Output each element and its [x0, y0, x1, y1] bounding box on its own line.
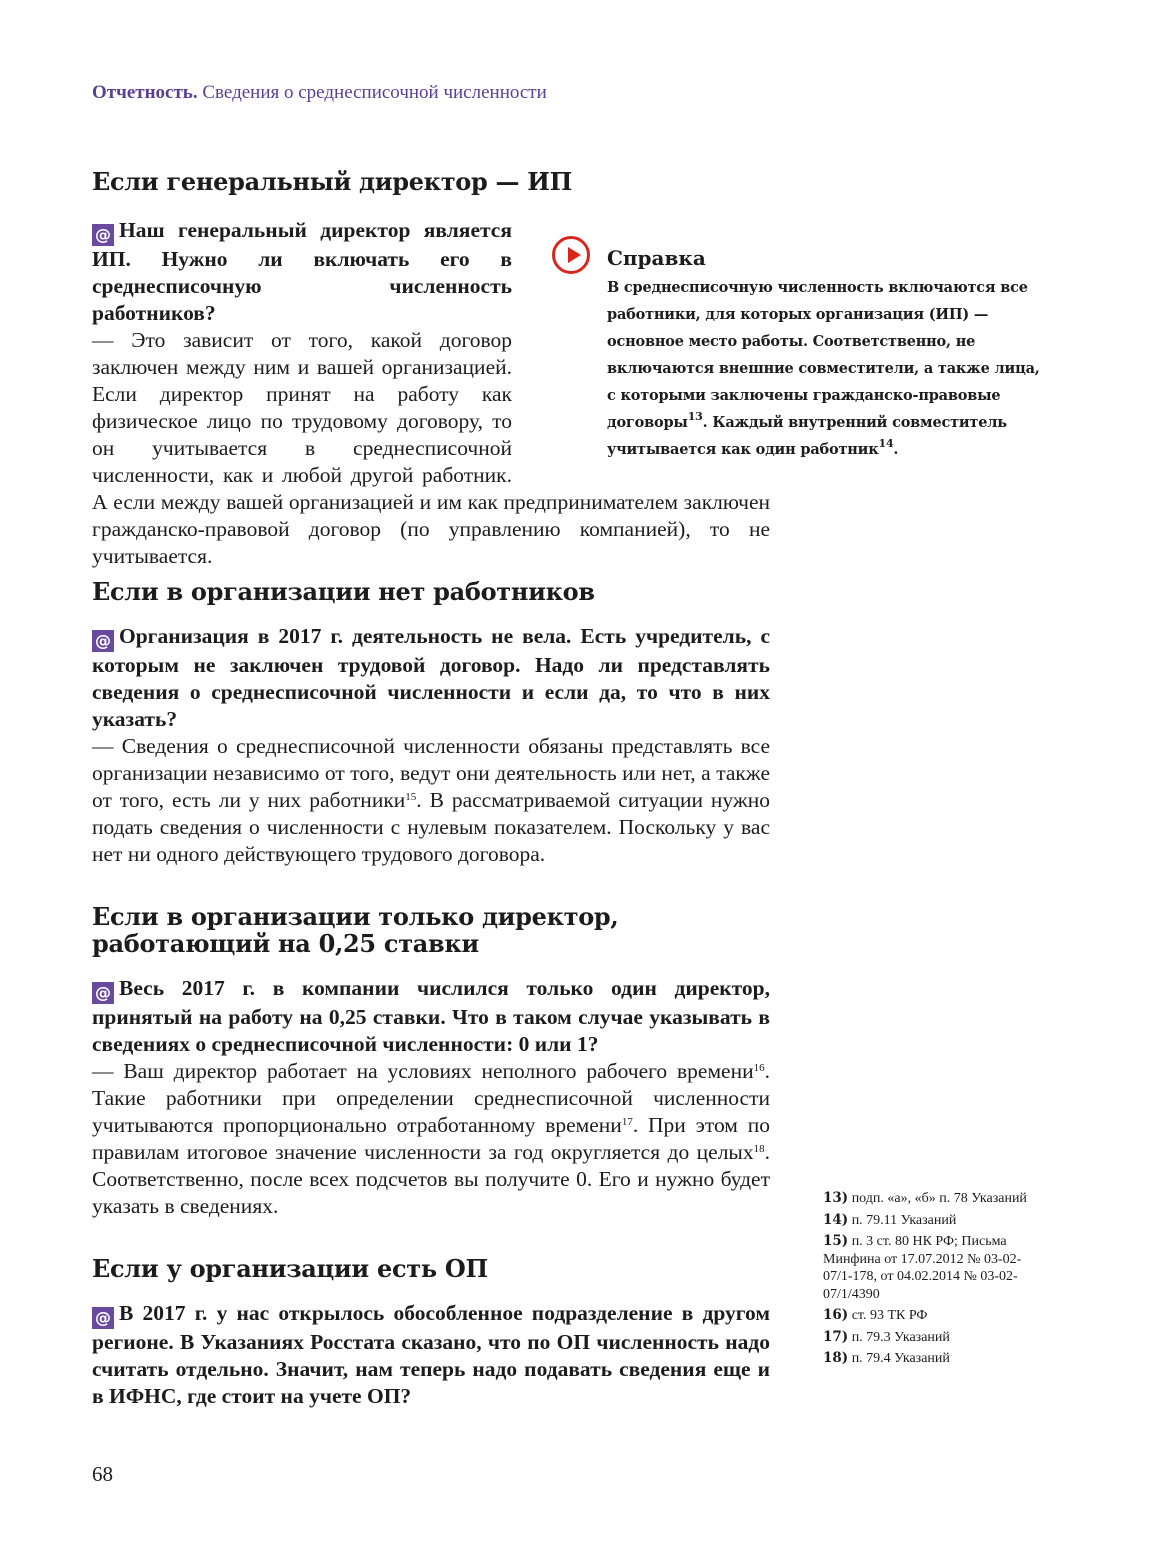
- footnote: 13) подп. «а», «б» п. 78 Указаний: [823, 1190, 1027, 1206]
- at-icon: @: [92, 1307, 114, 1329]
- question: @ В 2017 г. у нас открылось обособленное подразделение в другом регионе. В Указаниях Росстата сказано, что по ОП численность надо считать отдельно. Значит, нам теперь надо подавать сведения еще и в ИФНС, где стоит на учете ОП?: [92, 1301, 770, 1408]
- at-icon: @: [92, 224, 114, 246]
- footnote: 16) ст. 93 ТК РФ: [823, 1307, 928, 1323]
- section-director-025: [92, 903, 770, 1220]
- running-head-section: Отчетность.: [92, 82, 198, 103]
- question: @ Наш генеральный директор является ИП. Нужно ли включать его в среднесписочную численность работников?: [92, 218, 512, 325]
- play-icon: [552, 236, 590, 274]
- at-icon: @: [92, 630, 114, 652]
- section-heading: Если у организации есть ОП: [92, 1254, 488, 1283]
- answer: — Ваш директор работает на условиях неполного рабочего времени$^{16}$. Такие работники при определении среднесписочной численности учитываются пропорционально отработанному времени$^{17}$. При этом по правилам итоговое значение численности за год округляется до целых$^{18}$. Соответственно, после всех подсчетов вы получите 0. Его и нужно будет указать в сведениях.: [92, 1059, 770, 1218]
- note-text: В среднесписочную численность включаются все работники, для которых организация (ИП) — основное место работы. Соответственно, не включаются внешние совместители, а также лица, с которыми заключены гражданско-правовые договоры$^{13}$. Каждый внутренний совместитель учитывается как один работник$^{14}$.: [607, 279, 1040, 458]
- at-icon: @: [92, 982, 114, 1004]
- note-title: Справка: [607, 246, 706, 270]
- footnote: 17) п. 79.3 Указаний: [823, 1328, 950, 1345]
- answer: — Сведения о среднесписочной численности обязаны представлять все организации независимо от того, ведут они деятельность или нет, а также от того, есть ли у них работники$^{15}$. В рассматриваемой ситуации нужно подать сведения о численности с нулевым показателем. Поскольку у вас нет ни одного действующего трудового договора.: [92, 734, 770, 866]
- footnote: 14) п. 79.11 Указаний: [823, 1211, 957, 1228]
- answer: — Это зависит от того, какой договор заключен между ним и вашей организацией. Если директор принят на работу как физическое лицо по трудовому договору, то он учитывается в среднесписочной численности, как и любой другой работник. А если между вашей организацией и им как предпринимателем заключен гражданско-правовой договор (по управлению компанией), то не учитывается.: [92, 328, 770, 568]
- footnotes: [823, 1190, 1033, 1372]
- section-separate-division: [92, 1255, 770, 1410]
- page-number: 68: [92, 1462, 113, 1486]
- running-head-title: Сведения о среднесписочной численности: [202, 82, 547, 103]
- question: @ Весь 2017 г. в компании числился только один директор, принятый на работу на 0,25 ставки. Что в таком случае указывать в сведениях о среднесписочной численности: 0 или 1?: [92, 976, 770, 1056]
- section-heading: Если в организации нет работников: [92, 577, 595, 606]
- section-heading: Если в организации только директор, работающий на 0,25 ставки: [92, 902, 619, 958]
- question: @ Организация в 2017 г. деятельность не вела. Есть учредитель, с которым не заключен трудовой договор. Надо ли представлять сведения о среднесписочной численности и если да, то что в них указать?: [92, 624, 770, 731]
- section-heading: Если генеральный директор — ИП: [92, 167, 573, 196]
- footnote: 15) п. 3 ст. 80 НК РФ; Письма Минфина от 17.07.2012 № 03-02-07/1-178, от 04.02.2014 № 03-02-07/1/4390: [823, 1233, 1022, 1302]
- section-no-employees: [92, 578, 770, 868]
- footnote: 18) п. 79.4 Указаний: [823, 1350, 950, 1366]
- running-head: [92, 82, 547, 104]
